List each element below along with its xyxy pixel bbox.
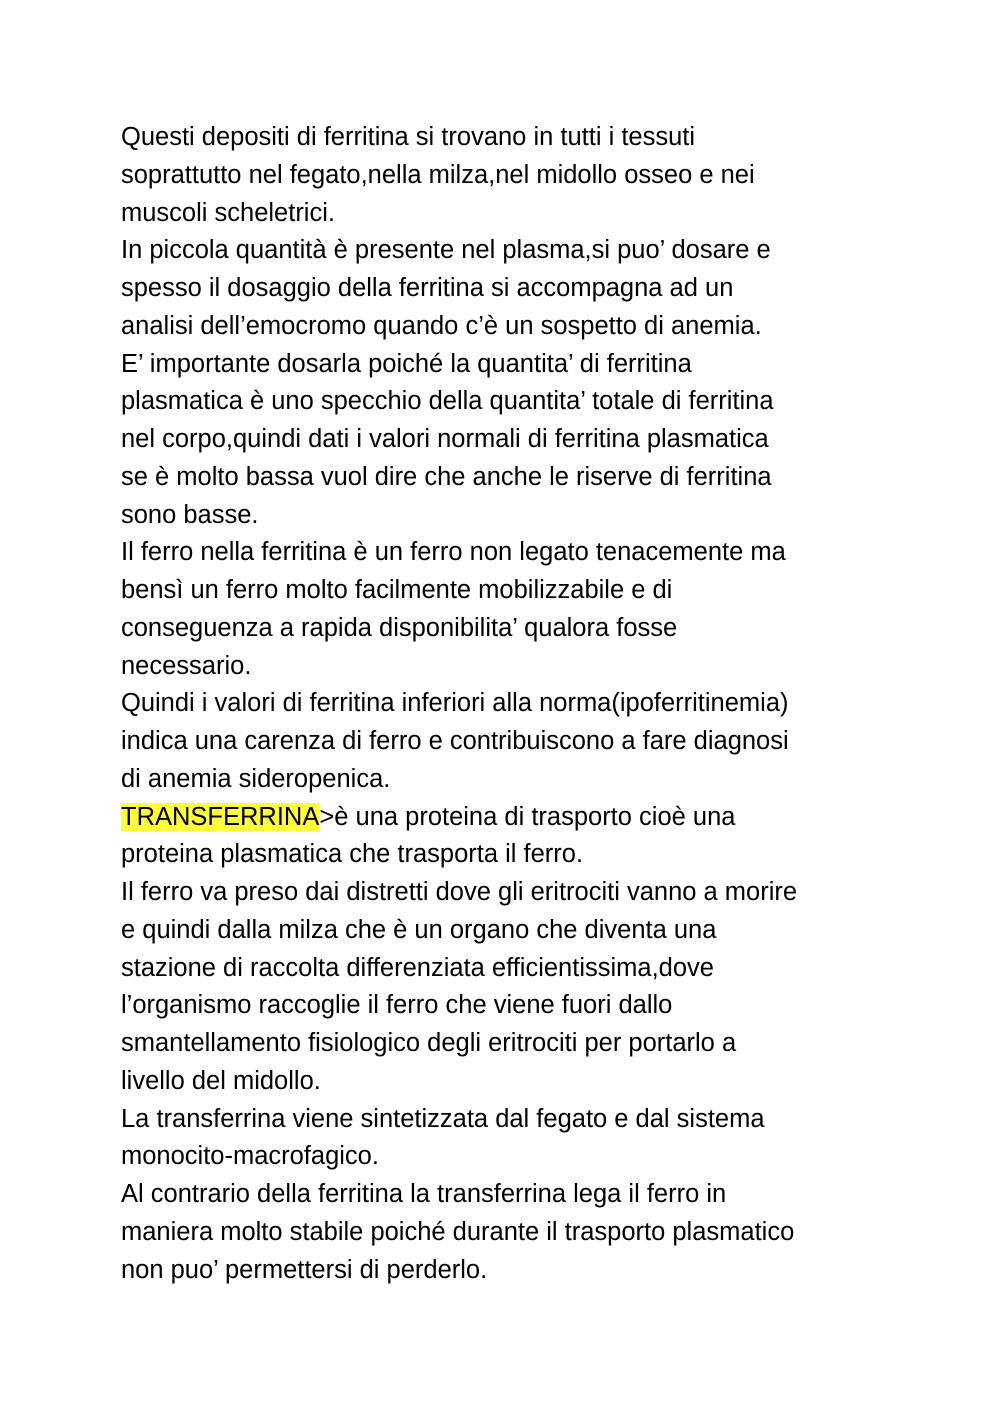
- text-line: l’organismo raccoglie il ferro che viene fuori dallo: [121, 991, 673, 1020]
- text-line: E’ importante dosarla poiché la quantita’ di ferritina: [121, 349, 692, 378]
- text-line: plasmatica è uno specchio della quantita’ totale di ferritina: [121, 387, 774, 416]
- text-line: conseguenza a rapida disponibilita’ qualora fosse: [121, 613, 678, 642]
- text-line: Al contrario della ferritina la transferrina lega il ferro in: [121, 1180, 727, 1208]
- text-line: Quindi i valori di ferritina inferiori alla norma(ipoferritinemia): [121, 689, 789, 718]
- text-line: monocito-macrofagico.: [121, 1142, 379, 1171]
- text-line: necessario.: [121, 651, 252, 680]
- text-line: proteina plasmatica che trasporta il ferro.: [121, 840, 584, 869]
- text-line: smantellamento fisiologico degli eritrociti per portarlo a: [121, 1029, 737, 1057]
- text-line: nel corpo,quindi dati i valori normali di ferritina plasmatica: [121, 425, 769, 453]
- text-line: La transferrina viene sintetizzata dal fegato e dal sistema: [121, 1104, 765, 1133]
- text-line: Il ferro nella ferritina è un ferro non legato tenacemente ma: [121, 538, 786, 567]
- text-line: sono basse.: [121, 500, 259, 529]
- text-line: e quindi dalla milza che è un organo che diventa una: [121, 915, 717, 944]
- text-line: soprattutto nel fegato,nella milza,nel midollo osseo e nei: [121, 160, 755, 189]
- text-line: Questi depositi di ferritina si trovano in tutti i tessuti: [121, 123, 696, 151]
- text-line: bensì un ferro molto facilmente mobilizzabile e di: [121, 576, 673, 604]
- text-line: non puo’ permettersi di perderlo.: [121, 1255, 488, 1284]
- text-line: In piccola quantità è presente nel plasma,si puo’ dosare e: [121, 236, 771, 265]
- transferrina-highlight: TRANSFERRINA: [121, 802, 320, 831]
- text-line: di anemia sideropenica.: [121, 764, 391, 793]
- text-line: muscoli scheletrici.: [121, 198, 335, 227]
- text-line: spesso il dosaggio della ferritina si accompagna ad un: [121, 274, 734, 302]
- text-line: indica una carenza di ferro e contribuiscono a fare diagnosi: [121, 727, 789, 755]
- body-text: [121, 119, 901, 1289]
- text-line: se è molto bassa vuol dire che anche le riserve di ferritina: [121, 462, 772, 491]
- text-line: livello del midollo.: [121, 1066, 321, 1095]
- transferrina-line-rest: >è una proteina di trasporto cioè una: [319, 802, 736, 831]
- text-line: analisi dell’emocromo quando c’è un sospetto di anemia.: [121, 311, 762, 340]
- text-line: stazione di raccolta differenziata efficientissima,dove: [121, 953, 714, 982]
- transferrina-line: [121, 799, 901, 837]
- text-line: maniera molto stabile poiché durante il trasporto plasmatico: [121, 1217, 795, 1246]
- text-line: Il ferro va preso dai distretti dove gli eritrociti vanno a morire: [121, 878, 798, 906]
